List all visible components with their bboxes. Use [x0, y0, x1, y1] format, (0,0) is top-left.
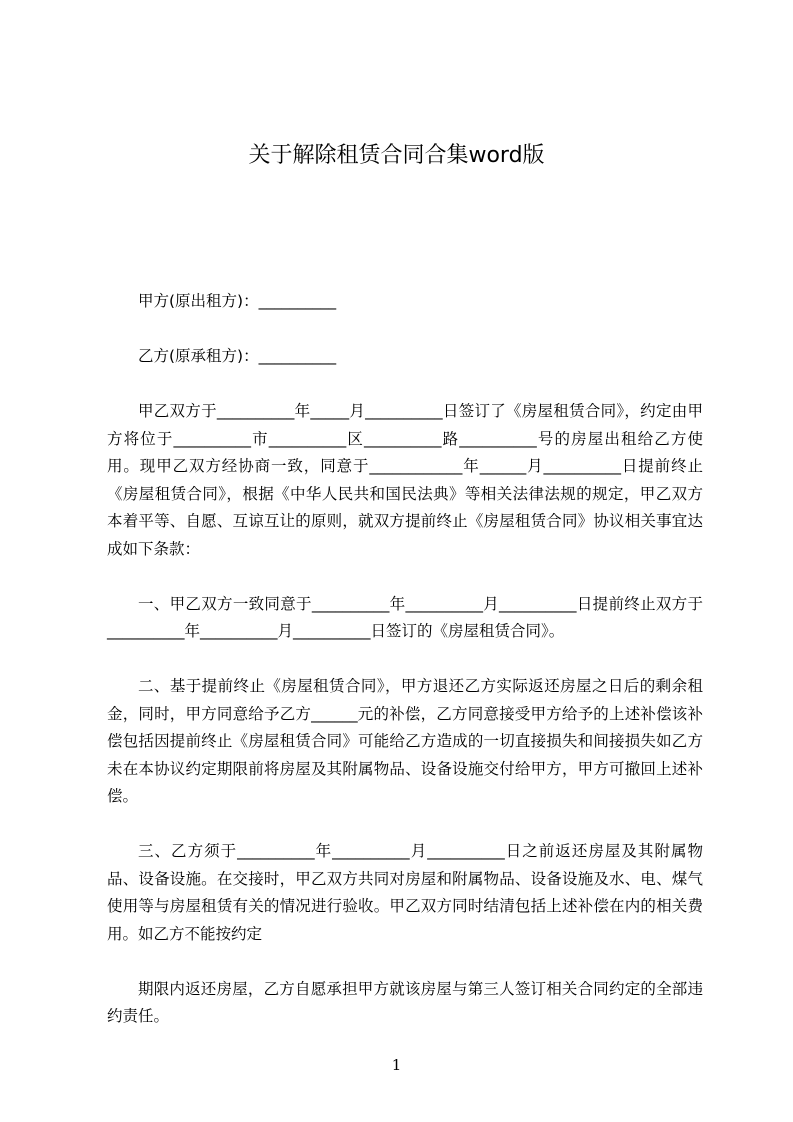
document-body: [107, 288, 703, 1058]
party-b-line: 乙方(原承租方)：__________: [138, 347, 337, 365]
clause-2-paragraph: 二、基于提前终止《房屋租赁合同》，甲方退还乙方实际返还房屋之日后的剩余租金，同时，甲方同意给予乙方______元的补偿，乙方同意接受甲方给予的上述补偿该补偿包括因提前终止《房屋租赁合同》可能给乙方造成的一切直接损失和间接损失如乙方未在本协议约定期限前将房屋及其附属物品、设备设施交付给甲方，甲方可撤回上述补偿。: [107, 677, 703, 805]
clause-1-paragraph: 一、甲乙双方一致同意于__________年__________月__________日提前终止双方于__________年__________月__________日签订的《房屋租赁合同》。: [107, 594, 703, 640]
page-number: 1: [391, 1056, 402, 1074]
clause-3-paragraph: 三、乙方须于__________年__________月__________日之前返还房屋及其附属物品、设备设施。在交接时，甲乙双方共同对房屋和附属物品、设备设施及水、电、煤气使用等与房屋租赁有关的情况进行验收。甲乙双方同时结清包括上述补偿在内的相关费用。如乙方不能按约定: [107, 842, 703, 943]
party-a-line: 甲方(原出租方)：__________: [138, 292, 337, 310]
intro-paragraph: 甲乙双方于__________年_____月__________日签订了《房屋租赁合同》，约定由甲方将位于__________市__________区__________路__________号的房屋出租给乙方使用。现甲乙双方经协商一致，同意于____________年______月__________日提前终止《房屋租赁合同》，根据《中华人民共和国民法典》等相关法律法规的规定，甲乙双方本着平等、自愿、互谅互让的原则，就双方提前终止《房屋租赁合同》协议相关事宜达成如下条款：: [107, 402, 703, 558]
document-title: 关于解除租赁合同合集word版: [248, 143, 545, 168]
clause-3-continuation-paragraph: 期限内返还房屋，乙方自愿承担甲方就该房屋与第三人签订相关合同约定的全部违约责任。: [107, 979, 703, 1025]
